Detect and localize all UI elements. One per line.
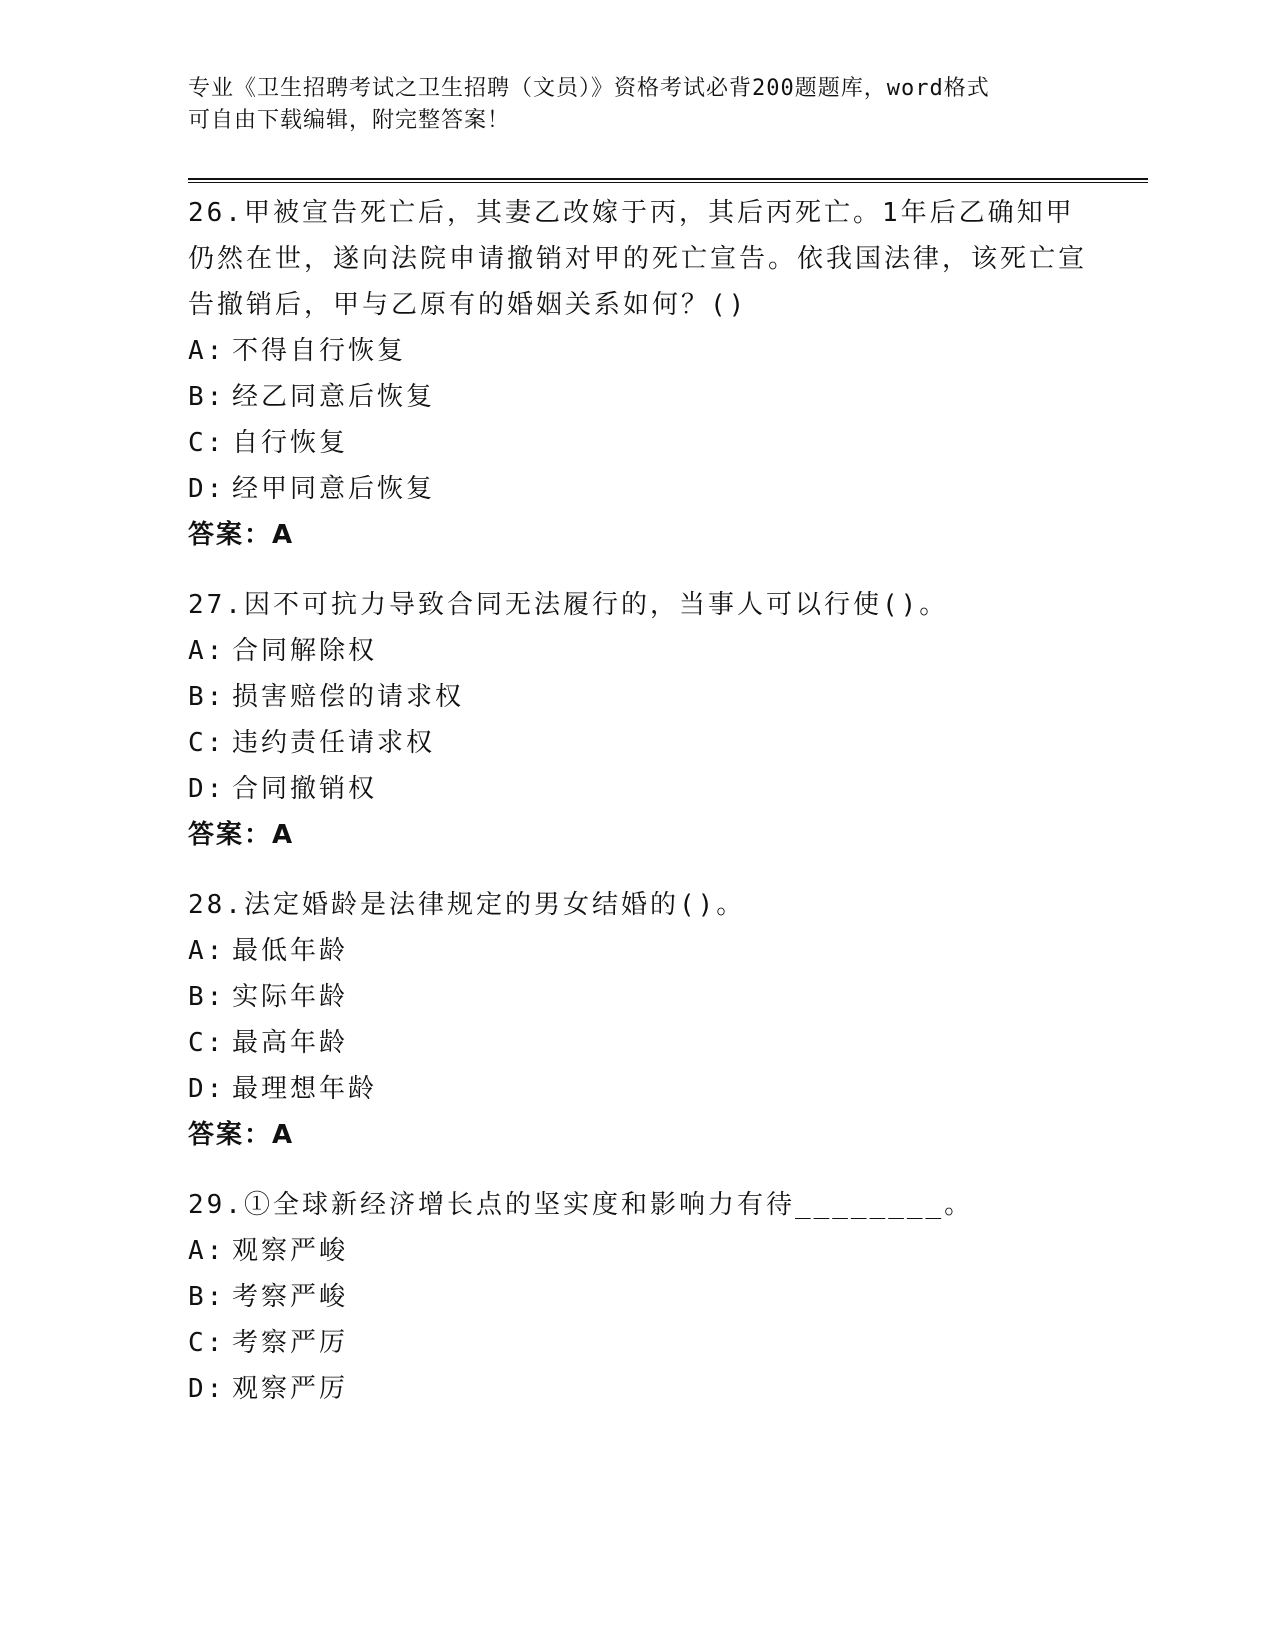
option-letter: A: [188,336,226,366]
option-d [188,466,1088,512]
option-d [188,1066,1088,1112]
option-letter: D: [188,1374,226,1404]
answer-line: 答案：A [188,520,295,550]
option-text: 不得自行恢复 [232,336,407,366]
option-text: 考察严厉 [232,1328,349,1358]
question-28 [188,882,1088,1158]
option-text: 观察严峻 [232,1236,349,1266]
option-c [188,720,1088,766]
option-letter: B: [188,682,226,712]
option-d [188,766,1088,812]
option-c [188,1020,1088,1066]
option-text: 经乙同意后恢复 [232,382,436,412]
option-letter: C: [188,1328,226,1358]
option-text: 最理想年龄 [232,1074,378,1104]
option-a [188,1228,1088,1274]
option-b [188,674,1088,720]
question-29 [188,1182,1088,1412]
option-a [188,928,1088,974]
answer-line: 答案：A [188,1120,295,1150]
answer-line: 答案：A [188,820,295,850]
option-a [188,328,1088,374]
option-letter: A: [188,936,226,966]
option-letter: A: [188,1236,226,1266]
option-text: 考察严峻 [232,1282,349,1312]
option-letter: A: [188,636,226,666]
question-text: 28.法定婚龄是法律规定的男女结婚的()。 [188,890,746,920]
option-letter: C: [188,428,226,458]
option-letter: C: [188,728,226,758]
option-letter: B: [188,382,226,412]
option-text: 合同撤销权 [232,774,378,804]
option-text: 观察严厉 [232,1374,349,1404]
option-b [188,374,1088,420]
page-header [188,73,1088,137]
question-text: 29.①全球新经济增长点的坚实度和影响力有待________。 [188,1190,974,1220]
option-text: 损害赔偿的请求权 [232,682,465,712]
option-text: 自行恢复 [232,428,349,458]
question-text: 26.甲被宣告死亡后，其妻乙改嫁于丙，其后丙死亡。1年后乙确知甲仍然在世，遂向法院申请撤销对甲的死亡宣告。依我国法律，该死亡宣告撤销后，甲与乙原有的婚姻关系如何？() [188,198,1088,320]
option-text: 经甲同意后恢复 [232,474,436,504]
question-26 [188,190,1088,558]
option-letter: D: [188,774,226,804]
option-letter: D: [188,474,226,504]
option-text: 最高年龄 [232,1028,349,1058]
question-list [188,190,1088,1436]
option-b [188,1274,1088,1320]
question-text: 27.因不可抗力导致合同无法履行的，当事人可以行使()。 [188,590,949,620]
option-letter: B: [188,982,226,1012]
header-line-1: 专业《卫生招聘考试之卫生招聘（文员）》资格考试必背200题题库，word格式 [188,76,990,101]
option-c [188,420,1088,466]
option-letter: D: [188,1074,226,1104]
option-b [188,974,1088,1020]
option-text: 合同解除权 [232,636,378,666]
question-27 [188,582,1088,858]
option-letter: B: [188,1282,226,1312]
option-d [188,1366,1088,1412]
header-divider [188,178,1148,183]
option-a [188,628,1088,674]
option-text: 实际年龄 [232,982,349,1012]
option-text: 最低年龄 [232,936,349,966]
option-text: 违约责任请求权 [232,728,436,758]
header-line-2: 可自由下载编辑，附完整答案！ [188,108,511,133]
option-c [188,1320,1088,1366]
option-letter: C: [188,1028,226,1058]
